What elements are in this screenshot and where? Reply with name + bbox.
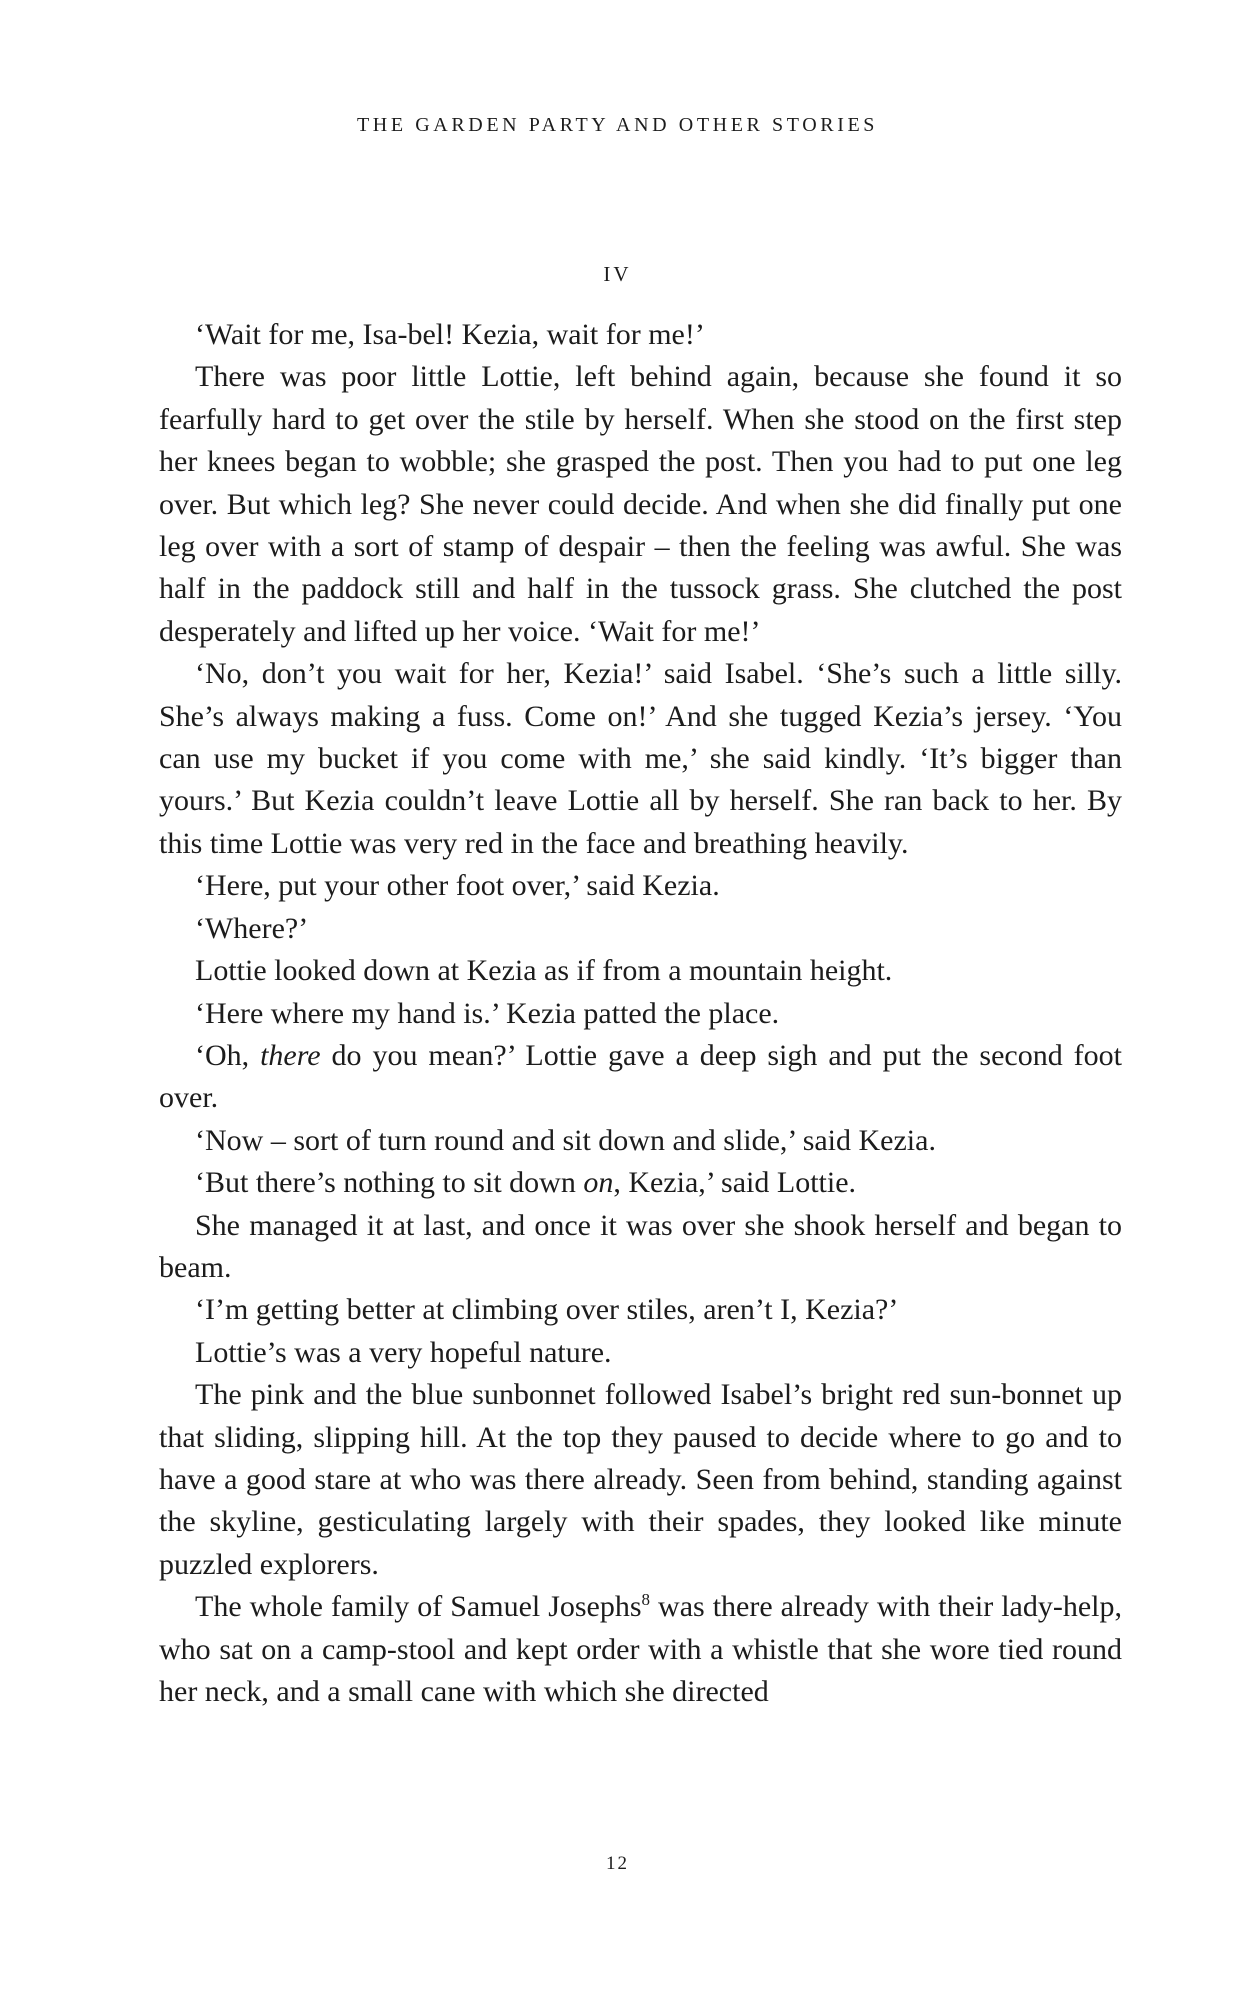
text-run: do you mean?’ Lottie gave a deep sigh and put the second foot over. (159, 1038, 1122, 1115)
paragraph: ‘No, don’t you wait for her, Kezia!’ said Isabel. ‘She’s such a little silly. She’s always making a fuss. Come on!’ And she tugged Kezia’s jersey. ‘You can use my bucket if you come with me,’ she said kindly. ‘It’s bigger than yours.’ But Kezia couldn’t leave Lottie all by herself. She ran back to her. By this time Lottie was very red in the face and breathing heavily. (159, 657, 1122, 860)
text-run: ‘Oh, (195, 1038, 261, 1072)
paragraph: There was poor little Lottie, left behind again, because she found it so fearfully hard to get over the stile by herself. When she stood on the first step her knees began to wobble; she grasped the post. Then you had to put one leg over. But which leg? She never could decide. And when she did finally put one leg over with a sort of stamp of despair – then the feeling was awful. She was half in the paddock still and half in the tussock grass. She clutched the post desperately and lifted up her voice. ‘Wait for me!’ (159, 360, 1122, 648)
paragraph: ‘Now – sort of turn round and sit down and slide,’ said Kezia. (195, 1123, 936, 1157)
paragraph: She managed it at last, and once it was over she shook herself and began to beam. (159, 1208, 1122, 1284)
running-head: THE GARDEN PARTY AND OTHER STORIES (356, 114, 879, 136)
paragraph (159, 1162, 1122, 1204)
text-run: The whole family of Samuel Josephs (195, 1590, 642, 1624)
text-run: was there already with their lady-help, who sat on a camp-stool and kept order with a whistle that she wore tied round her neck, and a small cane with which she directed (159, 1590, 1122, 1708)
paragraph: Lottie’s was a very hopeful nature. (195, 1335, 612, 1369)
emphasis: there (260, 1038, 321, 1072)
paragraph: ‘Where?’ (195, 911, 309, 945)
paragraph: The pink and the blue sunbonnet followed Isabel’s bright red sun-bonnet up that sliding, slipping hill. At the top they paused to decide where to go and to have a good stare at who was there already. Seen from behind, standing against the skyline, gesticulating largely with their spades, they looked like minute puzzled explorers. (159, 1378, 1122, 1581)
paragraph: ‘Here, put your other foot over,’ said Kezia. (195, 869, 720, 903)
paragraph: ‘Here where my hand is.’ Kezia patted the place. (195, 996, 780, 1030)
paragraph (159, 1035, 1122, 1120)
paragraph: ‘Wait for me, Isa-bel! Kezia, wait for me!’ (195, 318, 705, 351)
paragraph: Lottie looked down at Kezia as if from a mountain height. (195, 954, 893, 988)
footnote-marker: 8 (641, 1590, 651, 1610)
page-number: 12 (606, 1853, 629, 1874)
section-number: IV (603, 262, 632, 286)
text-run: ‘But there’s nothing to sit down (195, 1166, 584, 1200)
text-run: , Kezia,’ said Lottie. (613, 1166, 857, 1200)
paragraph (159, 1586, 1122, 1713)
emphasis: on (583, 1166, 614, 1200)
body-text (159, 314, 1122, 1713)
paragraph: ‘I’m getting better at climbing over stiles, aren’t I, Kezia?’ (195, 1293, 899, 1327)
